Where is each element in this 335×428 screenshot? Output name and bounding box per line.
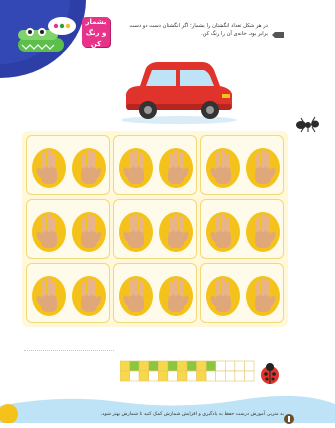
track-cell [244, 371, 254, 381]
track-cell [120, 361, 130, 371]
track-cell [139, 361, 149, 371]
tip-icon [284, 409, 294, 419]
track-cell [206, 371, 216, 381]
ladybug-icon [258, 362, 282, 386]
speech-bubble-icon [48, 17, 76, 35]
hand-icon [158, 142, 194, 190]
track-cell [206, 361, 216, 371]
hand-icon [31, 206, 67, 254]
hand-left-icon [118, 270, 154, 318]
track-cell [158, 371, 168, 381]
hand-icon [118, 270, 154, 318]
hand-left-icon [31, 142, 67, 190]
hand-left-icon [118, 206, 154, 254]
hand-icon [205, 270, 241, 318]
hands-grid [22, 131, 288, 327]
instruction-text: در هر شکل تعداد انگشتان را بشمار؛ اگر انگشتان دست دو دست برابر بود، خانه‌ی آن را رنگ کن. [129, 23, 268, 37]
badge-line2: و رنگ کن [85, 29, 107, 48]
track-cell [244, 361, 254, 371]
hand-icon [205, 142, 241, 190]
activity-badge [82, 17, 110, 47]
track-cell [158, 361, 168, 371]
badge-line1: بشمار [85, 18, 107, 26]
track-cell [120, 371, 130, 381]
hand-icon [245, 206, 281, 254]
track-cell [235, 361, 245, 371]
hand-card[interactable] [113, 263, 197, 323]
track-cell [130, 361, 140, 371]
car-icon [118, 60, 240, 126]
hand-icon [71, 206, 107, 254]
hand-card[interactable] [200, 135, 284, 195]
track-cell [216, 361, 226, 371]
hand-left-icon [205, 206, 241, 254]
track-cell [187, 361, 197, 371]
hand-right-icon [158, 142, 194, 190]
counting-track[interactable] [120, 355, 255, 387]
track-cell [177, 371, 187, 381]
hand-right-icon [245, 142, 281, 190]
hand-icon [71, 142, 107, 190]
divider [24, 350, 114, 352]
track-cell [197, 361, 207, 371]
hand-icon [71, 270, 107, 318]
hand-card[interactable] [26, 199, 110, 259]
hand-right-icon [71, 206, 107, 254]
track-cell [130, 371, 140, 381]
hand-right-icon [71, 270, 107, 318]
track-cell [177, 361, 187, 371]
track-cell [149, 371, 159, 381]
hand-card[interactable] [26, 135, 110, 195]
hand-left-icon [205, 142, 241, 190]
hand-left-icon [31, 270, 67, 318]
hand-icon [205, 206, 241, 254]
track-cell [168, 361, 178, 371]
hand-card[interactable] [200, 263, 284, 323]
hand-icon [118, 206, 154, 254]
hand-icon [158, 270, 194, 318]
track-cell [225, 371, 235, 381]
pencil-icon [272, 23, 284, 29]
track-cell [225, 361, 235, 371]
hand-icon [245, 270, 281, 318]
hand-left-icon [205, 270, 241, 318]
track-cell [139, 371, 149, 381]
hand-right-icon [71, 142, 107, 190]
hand-icon [31, 270, 67, 318]
hand-left-icon [118, 142, 154, 190]
hand-right-icon [245, 206, 281, 254]
track-cell [168, 371, 178, 381]
hand-right-icon [158, 206, 194, 254]
track-cell [235, 371, 245, 381]
hand-card[interactable] [113, 135, 197, 195]
corner-decoration [0, 0, 86, 78]
hand-card[interactable] [113, 199, 197, 259]
hand-card[interactable] [26, 263, 110, 323]
hand-right-icon [158, 270, 194, 318]
hand-icon [158, 206, 194, 254]
track-cell [187, 371, 197, 381]
track-cell [197, 371, 207, 381]
footer-note: به متربی آموزش درست حفظ به یادگیری و افزایش شمارش کمک کنید تا شمارش بهتر شود. [100, 412, 284, 417]
hand-icon [118, 142, 154, 190]
hand-right-icon [245, 270, 281, 318]
track-cell [216, 371, 226, 381]
hand-icon [31, 142, 67, 190]
hand-icon [245, 142, 281, 190]
hand-card[interactable] [200, 199, 284, 259]
ant-icon [294, 114, 322, 134]
track-cell [149, 361, 159, 371]
hand-left-icon [31, 206, 67, 254]
